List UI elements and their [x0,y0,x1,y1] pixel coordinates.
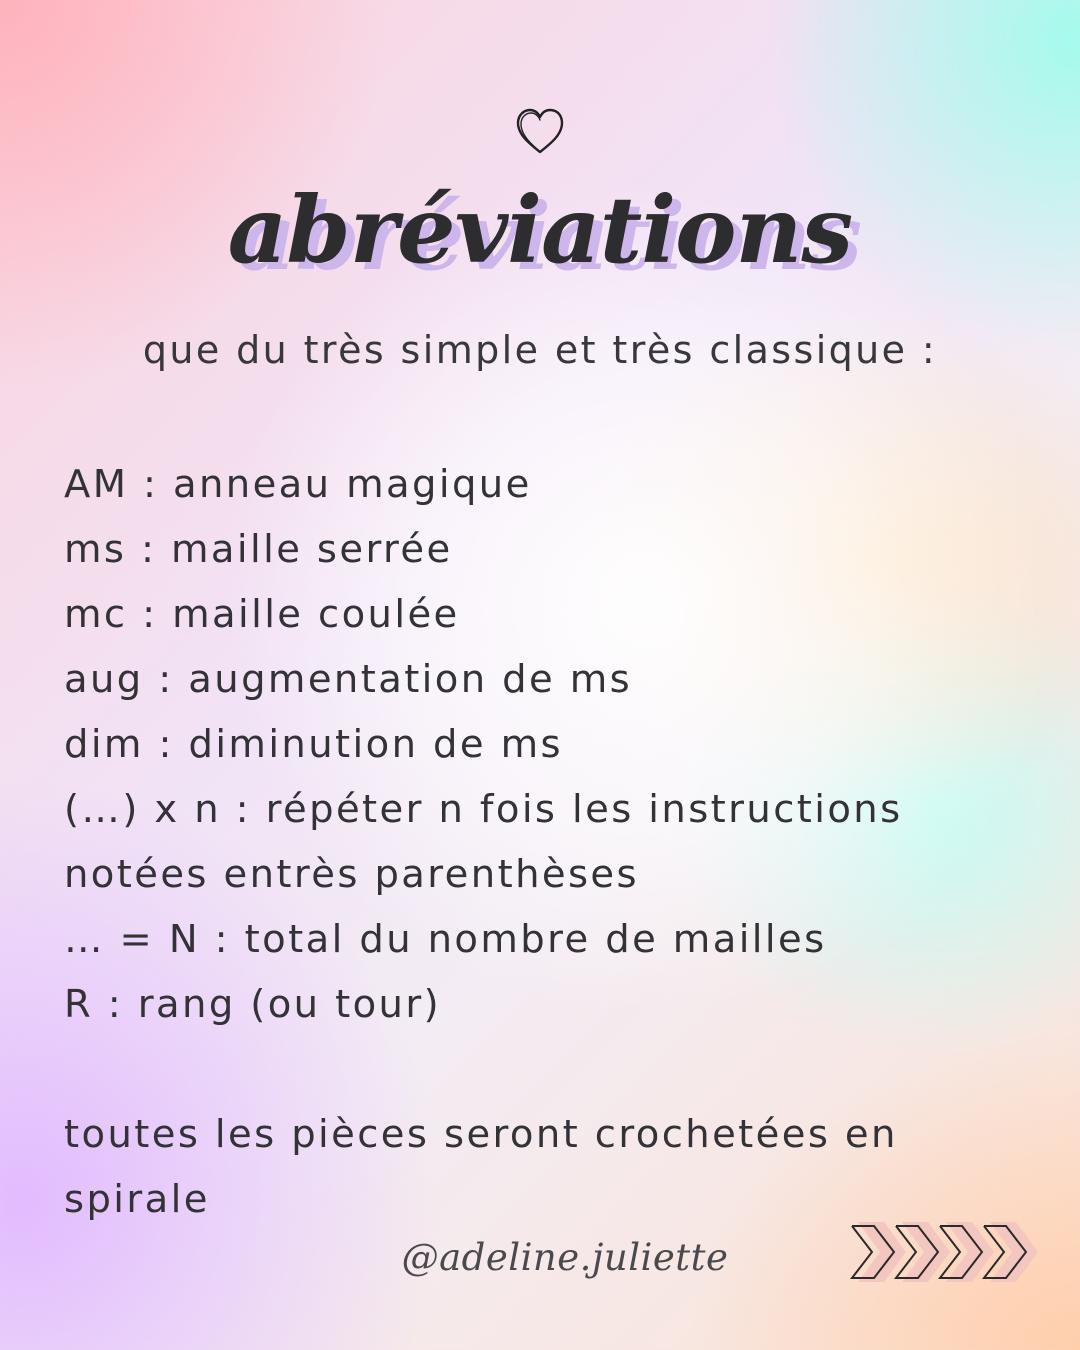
abbreviation-item: R : rang (ou tour) [64,982,442,1027]
abbreviation-item: aug : augmentation de ms [64,657,633,702]
abbreviation-item: … = N : total du nombre de mailles [64,917,827,962]
abbreviation-item: dim : diminution de ms [64,722,563,767]
author-handle: @adeline.juliette [401,1236,729,1279]
subtitle: que du très simple et très classique : [142,328,938,372]
chevrons-right-icon [844,1214,1044,1290]
abbreviation-item: ms : maille serrée [64,527,453,572]
abbreviation-item: notées entrès parenthèses [64,852,639,897]
abbreviation-item: (…) x n : répéter n fois les instructions [64,787,903,832]
footer-note: toutes les pièces seront crochetées en spirale [64,1112,898,1222]
abbreviation-item: AM : anneau magique [64,462,532,507]
page-title: abréviations [227,176,853,284]
abbreviation-item: mc : maille coulée [64,592,460,637]
title-container [0,170,1080,310]
abbreviation-list [64,452,903,1037]
heart-icon [512,104,568,160]
